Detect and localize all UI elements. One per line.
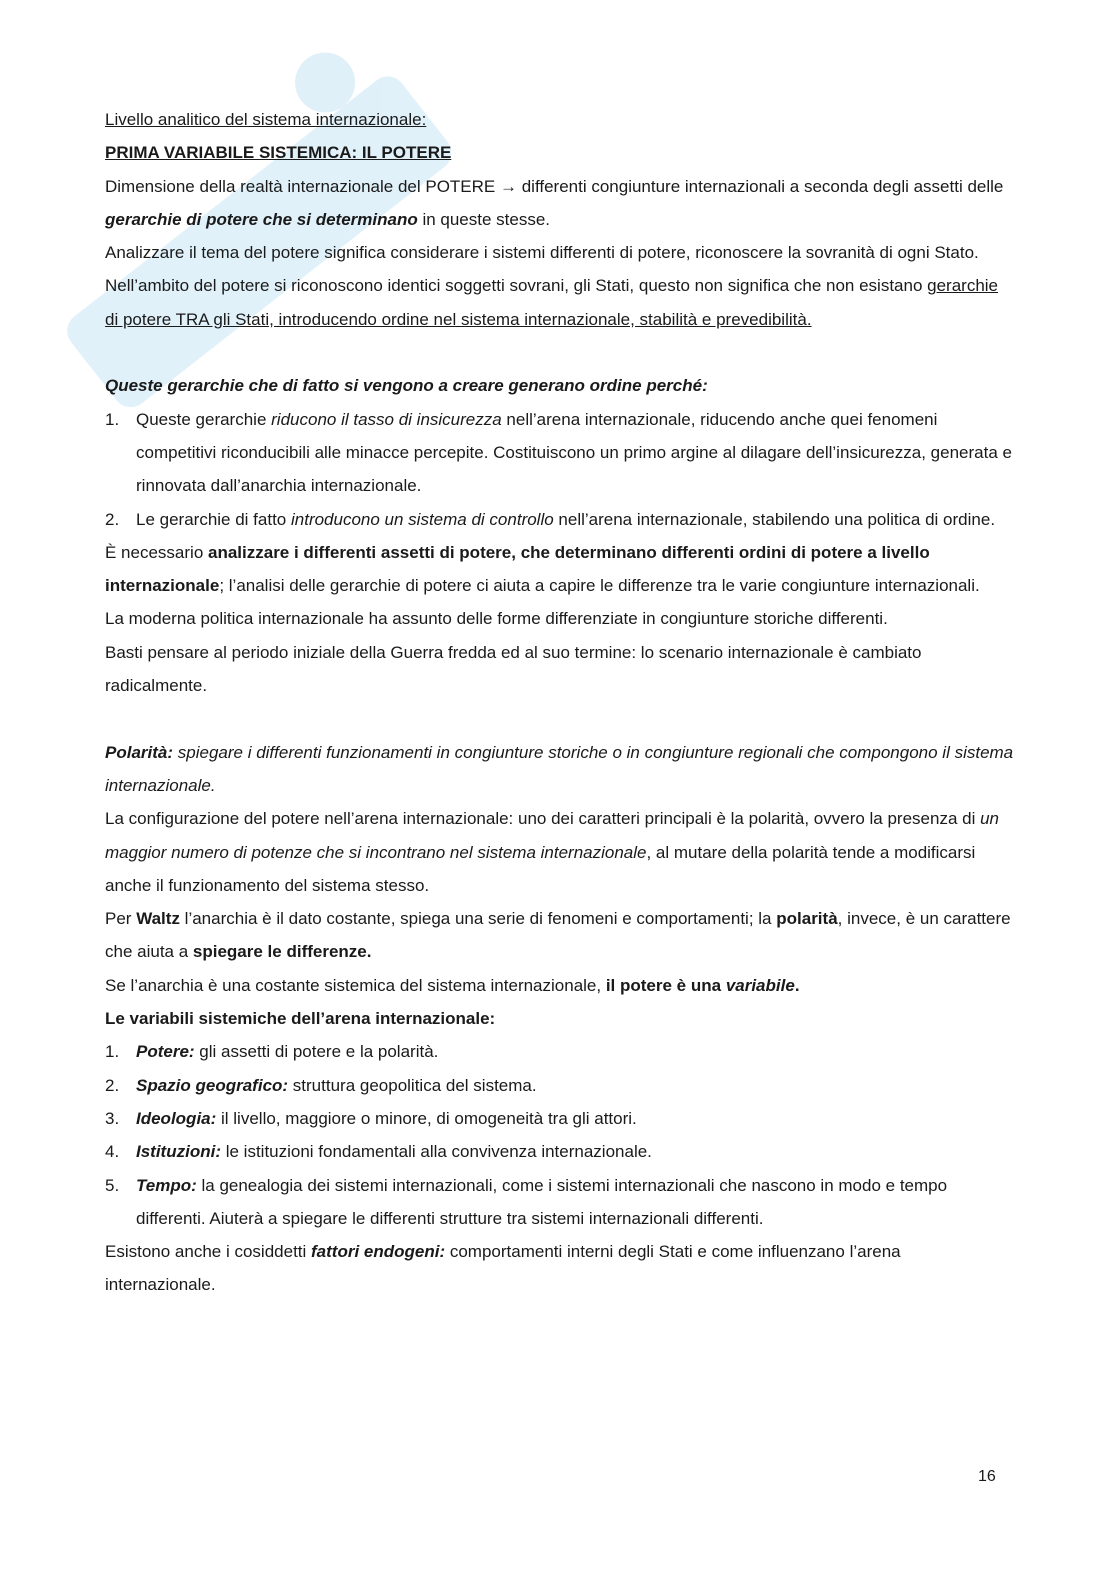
paragraph-3: Nell’ambito del potere si riconoscono identici soggetti sovrani, gli Stati, questo non significa che non esistano gerarchie di potere TRA gli Stati, introducendo ordine nel sistema internazionale, stabilità e prevedibilità. [105, 276, 999, 329]
spacer [105, 702, 1015, 735]
order-list [105, 403, 1015, 536]
paragraph-8: Per Waltz l’anarchia è il dato costante, spiega una serie di fenomeni e comportamenti; la polarità, invece, è un carattere che aiuta a spiegare le differenze. [105, 909, 1011, 962]
document-page [105, 103, 1015, 1302]
list-item: 3. Ideologia: il livello, maggiore o minore, di omogeneità tra gli attori. [105, 1108, 637, 1128]
paragraph-5: La moderna politica internazionale ha assunto delle forme differenziate in congiunture storiche differenti. [105, 609, 888, 629]
list-item: 5. Tempo: la genealogia dei sistemi internazionali, come i sistemi internazionali che nascono in modo e tempo differenti. Aiuterà a spiegare le differenti strutture tra sistemi internazionali differenti. [105, 1175, 948, 1228]
paragraph-7: La configurazione del potere nell’arena internazionale: uno dei caratteri principali è la polarità, ovvero la presenza di un maggior numero di potenze che si incontrano nel sistema internazionale, al mutare della polarità tende a modificarsi anche il funzionamento del sistema stesso. [105, 809, 1000, 895]
page-number: 16 [978, 1468, 996, 1485]
polarity-definition: Polarità: spiegare i differenti funzionamenti in congiunture storiche o in congiunture regionali che compongono il sistema internazionale. [105, 742, 1014, 795]
list-item: 2. Le gerarchie di fatto introducono un sistema di controllo nell’arena internazionale, stabilendo una politica di ordine. [105, 509, 996, 529]
section-subtitle: Livello analitico del sistema internazionale: [105, 110, 427, 129]
paragraph-9: Se l’anarchia è una costante sistemica del sistema internazionale, il potere è una variabile. [105, 975, 800, 995]
paragraph-10: Esistono anche i cosiddetti fattori endogeni: comportamenti interni degli Stati e come influenzano l’arena internazionale. [105, 1242, 901, 1295]
section-title: PRIMA VARIABILE SISTEMICA: IL POTERE [105, 143, 452, 163]
list-item: 1. Queste gerarchie riducono il tasso di insicurezza nell’arena internazionale, riducendo anche quei fenomeni competitivi riconducibili alle minacce percepite. Costituiscono un primo argine al dilagare dell’insicurezza, generata e rinnovata dall’anarchia internazionale. [105, 409, 1012, 496]
spacer [105, 336, 1015, 369]
paragraph-4: È necessario analizzare i differenti assetti di potere, che determinano differenti ordini di potere a livello internazionale; l’analisi delle gerarchie di potere ci aiuta a capire le differenze tra le varie congiunture internazionali. [105, 542, 980, 596]
list-item: 1. Potere: gli assetti di potere e la polarità. [105, 1042, 439, 1062]
list-item: 2. Spazio geografico: struttura geopolitica del sistema. [105, 1075, 537, 1095]
paragraph-2: Analizzare il tema del potere significa considerare i sistemi differenti di potere, riconoscere la sovranità di ogni Stato. [105, 243, 979, 263]
order-heading: Queste gerarchie che di fatto si vengono a creare generano ordine perché: [105, 376, 708, 396]
paragraph-1: Dimensione della realtà internazionale del POTERE → differenti congiunture internazionali a seconda degli assetti delle gerarchie di potere che si determinano in queste stesse. [105, 176, 1004, 229]
variables-list [105, 1035, 1015, 1235]
paragraph-6: Basti pensare al periodo iniziale della Guerra fredda ed al suo termine: lo scenario internazionale è cambiato radicalmente. [105, 642, 922, 696]
variables-heading: Le variabili sistemiche dell’arena internazionale: [105, 1009, 496, 1029]
list-item: 4. Istituzioni: le istituzioni fondamentali alla convivenza internazionale. [105, 1142, 652, 1162]
